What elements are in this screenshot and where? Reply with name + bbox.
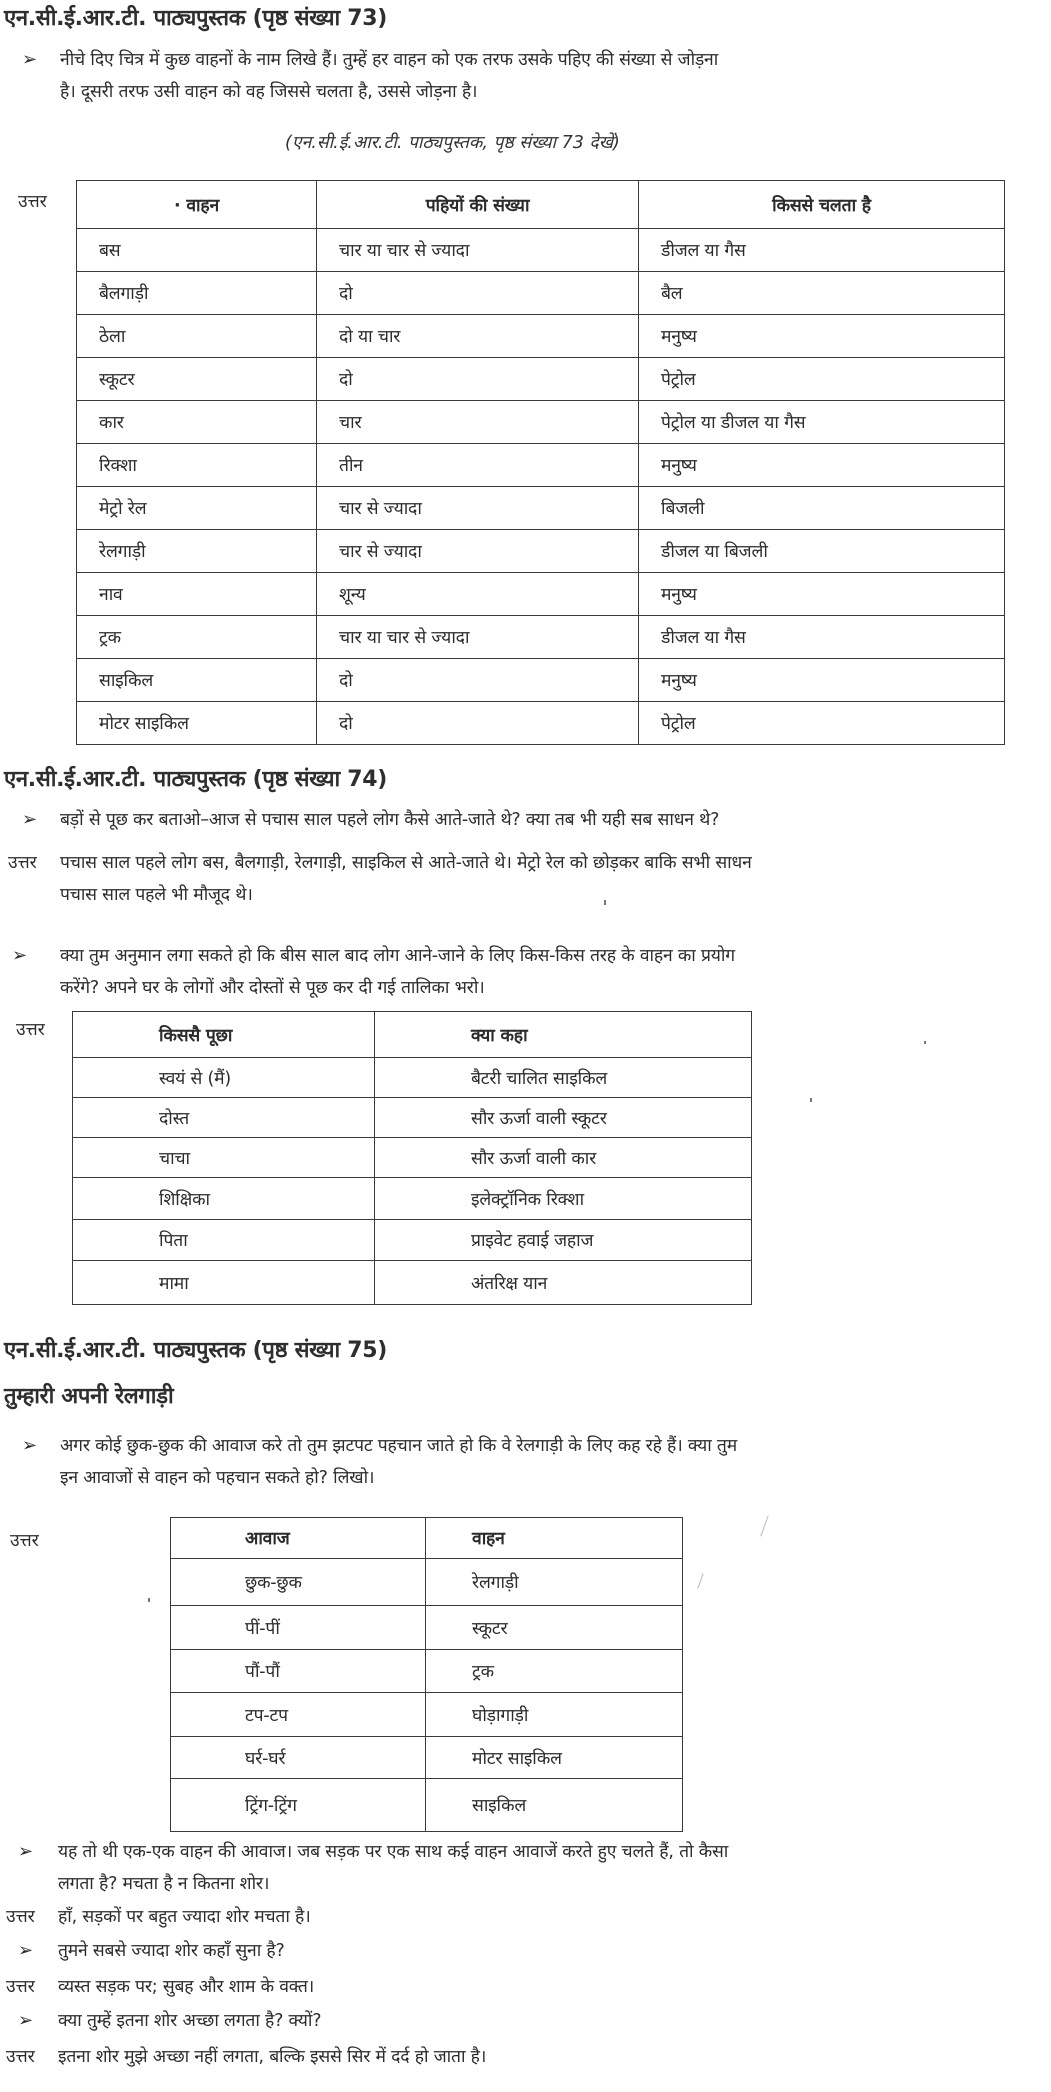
answer-text (60, 847, 1050, 911)
table-cell: मामा (73, 1261, 375, 1305)
table-cell: नाव (77, 573, 317, 616)
answer-label: उत्तर (6, 1907, 35, 1927)
answer-label: उत्तर (6, 1977, 35, 1997)
answer-label: उत्तर (18, 192, 47, 212)
table-row (77, 229, 1005, 272)
table-row (77, 272, 1005, 315)
answer-label: उत्तर (8, 853, 37, 873)
table-cell: घर्र-घर्र (171, 1737, 426, 1779)
table-row (77, 401, 1005, 444)
sounds-vehicles-table (170, 1517, 683, 1832)
answer-label: उत्तर (16, 1020, 45, 1040)
table-cell: दो (317, 272, 639, 315)
table-cell: बैलगाड़ी (77, 272, 317, 315)
scan-mark (760, 1515, 768, 1536)
question-text (60, 44, 1040, 108)
table-row (77, 315, 1005, 358)
table-cell: दो या चार (317, 315, 639, 358)
table-cell: टप-टप (171, 1693, 426, 1737)
question-line: नीचे दिए चित्र में कुछ वाहनों के नाम लिखे हैं। तुम्हें हर वाहन को एक तरफ उसके पहिए की संख्या से जोड़ना (60, 50, 719, 70)
question-line: करेंगे? अपने घर के लोगों और दोस्तों से पूछ कर दी गई तालिका भरो। (60, 978, 485, 998)
table-row (73, 1178, 752, 1220)
table-cell: मेट्रो रेल (77, 487, 317, 530)
table-cell: चार (317, 401, 639, 444)
scan-mark (697, 1573, 703, 1588)
table-cell: दो (317, 702, 639, 745)
answer-text: इतना शोर मुझे अच्छा नहीं लगता, बल्कि इससे सिर में दर्द हो जाता है। (58, 2047, 487, 2067)
table-cell: सौर ऊर्जा वाली स्कूटर (375, 1098, 752, 1138)
bullet-arrow-icon: ➢ (18, 2010, 34, 2031)
section-74-heading: एन.सी.ई.आर.टी. पाठ्यपुस्तक (पृष्ठ संख्या 74) (4, 767, 388, 792)
vehicle-wheels-table (76, 180, 1005, 745)
table-cell: चाचा (73, 1138, 375, 1178)
section-73-heading: एन.सी.ई.आर.टी. पाठ्यपुस्तक (पृष्ठ संख्या 73) (4, 6, 388, 31)
table-cell: पीं-पीं (171, 1606, 426, 1650)
table-cell: साइकिल (426, 1779, 683, 1832)
table-cell: शिक्षिका (73, 1178, 375, 1220)
question-line: है। दूसरी तरफ उसी वाहन को वह जिससे चलता है, उससे जोड़ना है। (60, 82, 478, 102)
section-75-heading: एन.सी.ई.आर.टी. पाठ्यपुस्तक (पृष्ठ संख्या 75) (4, 1338, 388, 1363)
table-row (171, 1559, 683, 1606)
table-cell: ट्रक (77, 616, 317, 659)
table-row (171, 1737, 683, 1779)
table-row (73, 1138, 752, 1178)
table-cell: अंतरिक्ष यान (375, 1261, 752, 1305)
table-row (73, 1220, 752, 1261)
table-cell: रेलगाड़ी (426, 1559, 683, 1606)
scan-speck (148, 1598, 150, 1602)
table-cell: दोस्त (73, 1098, 375, 1138)
table-cell: तीन (317, 444, 639, 487)
table-cell: पौं-पौं (171, 1650, 426, 1693)
table-cell: मनुष्य (639, 659, 1005, 702)
table-cell: दो (317, 659, 639, 702)
answer-line: पचास साल पहले भी मौजूद थे। (60, 885, 253, 905)
bullet-arrow-icon: ➢ (22, 1435, 38, 1456)
scan-speck (924, 1041, 926, 1044)
table-cell: दो (317, 358, 639, 401)
question-line: लगता है? मचता है न कितना शोर। (58, 1874, 270, 1894)
table-cell: चार से ज्यादा (317, 487, 639, 530)
column-header: किससै पूछा (73, 1012, 375, 1058)
table-row (77, 616, 1005, 659)
table-cell: डीजल या गैस (639, 616, 1005, 659)
question-text (58, 1836, 1048, 1900)
table-cell: ट्रक (426, 1650, 683, 1693)
table-cell: चार से ज्यादा (317, 530, 639, 573)
bullet-arrow-icon: ➢ (12, 945, 28, 966)
table-cell: डीजल या गैस (639, 229, 1005, 272)
table-cell: चार या चार से ज्यादा (317, 616, 639, 659)
table-cell: इलेक्ट्रॉनिक रिक्शा (375, 1178, 752, 1220)
bullet-arrow-icon: ➢ (22, 809, 38, 830)
table-row (73, 1098, 752, 1138)
figure-caption: (एन.सी.ई.आर.टी. पाठ्यपुस्तक, पृष्ठ संख्या 73 देखें) (285, 133, 620, 153)
table-cell: रिक्शा (77, 444, 317, 487)
table-row (171, 1779, 683, 1832)
question-line: अगर कोई छुक-छुक की आवाज करे तो तुम झटपट पहचान जाते हो कि वे रेलगाड़ी के लिए कह रहे हैं। क्या तुम (60, 1436, 737, 1456)
question-text: क्या तुम्हें इतना शोर अच्छा लगता है? क्यों? (58, 2011, 322, 2031)
table-row (73, 1058, 752, 1098)
table-row (171, 1650, 683, 1693)
scan-speck (604, 900, 606, 905)
table-cell: पेट्रोल (639, 358, 1005, 401)
column-header: · वाहन (77, 181, 317, 229)
table-cell: बस (77, 229, 317, 272)
table-cell: मनुष्य (639, 573, 1005, 616)
table-cell: रेलगाड़ी (77, 530, 317, 573)
table-cell: छुक-छुक (171, 1559, 426, 1606)
table-cell: कार (77, 401, 317, 444)
table-cell: मनुष्य (639, 315, 1005, 358)
table-row (77, 444, 1005, 487)
answer-label: उत्तर (6, 2047, 35, 2067)
column-header: वाहन (426, 1518, 683, 1559)
table-cell: मोटर साइकिल (77, 702, 317, 745)
question-text: बड़ों से पूछ कर बताओ–आज से पचास साल पहले लोग कैसे आते-जाते थे? क्या तब भी यही सब साधन थे? (60, 810, 720, 830)
table-row (171, 1606, 683, 1650)
bullet-arrow-icon: ➢ (18, 1841, 34, 1862)
table-cell: स्कूटर (77, 358, 317, 401)
column-header: पहियों की संख्या (317, 181, 639, 229)
answer-text: व्यस्त सड़क पर; सुबह और शाम के वक्त। (58, 1977, 315, 1997)
table-cell: पेट्रोल या डीजल या गैस (639, 401, 1005, 444)
table-header-row (73, 1012, 752, 1058)
table-cell: पिता (73, 1220, 375, 1261)
table-row (77, 702, 1005, 745)
table-cell: शून्य (317, 573, 639, 616)
table-cell: डीजल या बिजली (639, 530, 1005, 573)
question-line: इन आवाजों से वाहन को पहचान सकते हो? लिखो। (60, 1468, 375, 1488)
column-header: क्या कहा (375, 1012, 752, 1058)
question-line: यह तो थी एक-एक वाहन की आवाज। जब सड़क पर एक साथ कई वाहन आवाजें करते हुए चलते हैं, तो कैसा (58, 1842, 729, 1862)
section-75-subheading: तुम्हारी अपनी रेलगाड़ी (4, 1384, 174, 1409)
table-row (171, 1693, 683, 1737)
bullet-arrow-icon: ➢ (22, 49, 38, 70)
question-line: क्या तुम अनुमान लगा सकते हो कि बीस साल बाद लोग आने-जाने के लिए किस-किस तरह के वाहन का प्रयोग (60, 946, 735, 966)
table-row (77, 358, 1005, 401)
column-header: किससे चलता है (639, 181, 1005, 229)
table-row (77, 487, 1005, 530)
table-cell: मनुष्य (639, 444, 1005, 487)
table-cell: बैटरी चालित साइकिल (375, 1058, 752, 1098)
table-header-row (77, 181, 1005, 229)
table-cell: पेट्रोल (639, 702, 1005, 745)
table-cell: बिजली (639, 487, 1005, 530)
table-cell: घोड़ागाड़ी (426, 1693, 683, 1737)
table-header-row (171, 1518, 683, 1559)
scan-speck (810, 1098, 812, 1102)
table-cell: साइकिल (77, 659, 317, 702)
question-text: तुमने सबसे ज्यादा शोर कहाँ सुना है? (58, 1941, 285, 1961)
table-row (77, 530, 1005, 573)
table-cell: ट्रिंग-ट्रिंग (171, 1779, 426, 1832)
table-cell: मोटर साइकिल (426, 1737, 683, 1779)
answer-line: पचास साल पहले लोग बस, बैलगाड़ी, रेलगाड़ी, साइकिल से आते-जाते थे। मेट्रो रेल को छोड़कर बाकि सभी साधन (60, 853, 752, 873)
answer-label: उत्तर (10, 1531, 39, 1551)
table-cell: स्वयं से (मैं) (73, 1058, 375, 1098)
answer-text: हाँ, सड़कों पर बहुत ज्यादा शोर मचता है। (58, 1907, 311, 1927)
bullet-arrow-icon: ➢ (18, 1940, 34, 1961)
table-cell: सौर ऊर्जा वाली कार (375, 1138, 752, 1178)
table-cell: प्राइवेट हवाई जहाज (375, 1220, 752, 1261)
table-cell: ठेला (77, 315, 317, 358)
question-text (60, 1430, 1050, 1494)
table-cell: बैल (639, 272, 1005, 315)
future-vehicles-table (72, 1011, 752, 1305)
question-text (60, 940, 1050, 1004)
table-cell: स्कूटर (426, 1606, 683, 1650)
column-header: आवाज (171, 1518, 426, 1559)
table-cell: चार या चार से ज्यादा (317, 229, 639, 272)
table-row (77, 573, 1005, 616)
table-row (77, 659, 1005, 702)
table-row (73, 1261, 752, 1305)
